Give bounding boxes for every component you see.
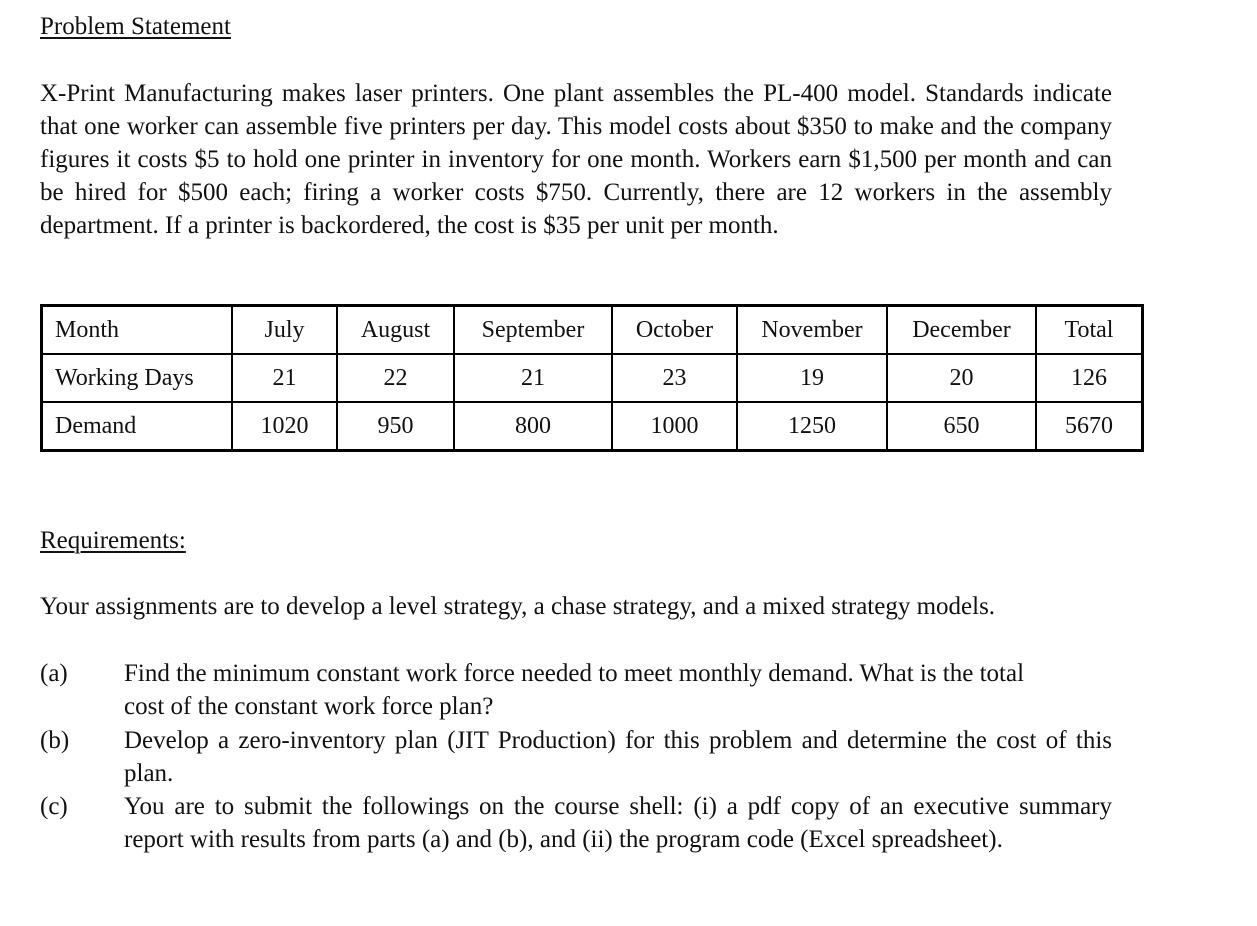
table-cell: 1020 [232, 402, 337, 451]
header-cell-october: October [612, 306, 737, 355]
row-label-working-days: Working Days [42, 354, 233, 402]
header-cell-august: August [337, 306, 454, 355]
table-cell: 1250 [737, 402, 887, 451]
header-cell-november: November [737, 306, 887, 355]
header-cell-july: July [232, 306, 337, 355]
demand-table [40, 304, 1144, 452]
requirement-marker: (a) [40, 660, 68, 687]
table-cell: 800 [454, 402, 612, 451]
table-cell: 950 [337, 402, 454, 451]
table-row-working-days [42, 354, 1143, 402]
requirement-text: You are to submit the followings on the course shell: (i) a pdf copy of an executive summary report with results from parts (a) and (b), and (ii) the program code (Excel spreadsheet). [124, 793, 1112, 853]
requirements-heading: Requirements: [40, 527, 186, 554]
table-cell: 650 [887, 402, 1036, 451]
problem-description: X-Print Manufacturing makes laser printers. One plant assembles the PL-400 model. Standards indicate that one worker can assemble five printers per day. This model costs about $350 to make and the company figures it costs $5 to hold one printer in inventory for one month. Workers earn $1,500 per month and can be hired for $500 each; firing a worker costs $750. Currently, there are 12 workers in the assembly department. If a printer is backordered, the cost is $35 per unit per month. [40, 80, 1112, 239]
table-cell-total: 5670 [1036, 402, 1143, 451]
header-cell-total: Total [1036, 306, 1143, 355]
requirement-marker: (c) [40, 793, 68, 820]
table-cell: 23 [612, 354, 737, 402]
row-label-demand: Demand [42, 402, 233, 451]
requirement-text: Find the minimum constant work force needed to meet monthly demand. What is the total cost of the constant work force plan? [124, 660, 1025, 720]
table-cell: 19 [737, 354, 887, 402]
requirement-text: Develop a zero-inventory plan (JIT Production) for this problem and determine the cost of this plan. [124, 727, 1112, 787]
table-cell: 21 [454, 354, 612, 402]
table-cell: 21 [232, 354, 337, 402]
table-row-demand [42, 402, 1143, 451]
problem-statement-heading: Problem Statement [40, 13, 231, 40]
header-cell-december: December [887, 306, 1036, 355]
header-cell-september: September [454, 306, 612, 355]
requirement-marker: (b) [40, 727, 70, 754]
table-cell: 22 [337, 354, 454, 402]
table-cell: 20 [887, 354, 1036, 402]
table-cell: 1000 [612, 402, 737, 451]
table-header-row [42, 306, 1143, 355]
header-cell-month: Month [42, 306, 233, 355]
requirements-intro: Your assignments are to develop a level strategy, a chase strategy, and a mixed strategy models. [40, 593, 996, 620]
table-cell-total: 126 [1036, 354, 1143, 402]
